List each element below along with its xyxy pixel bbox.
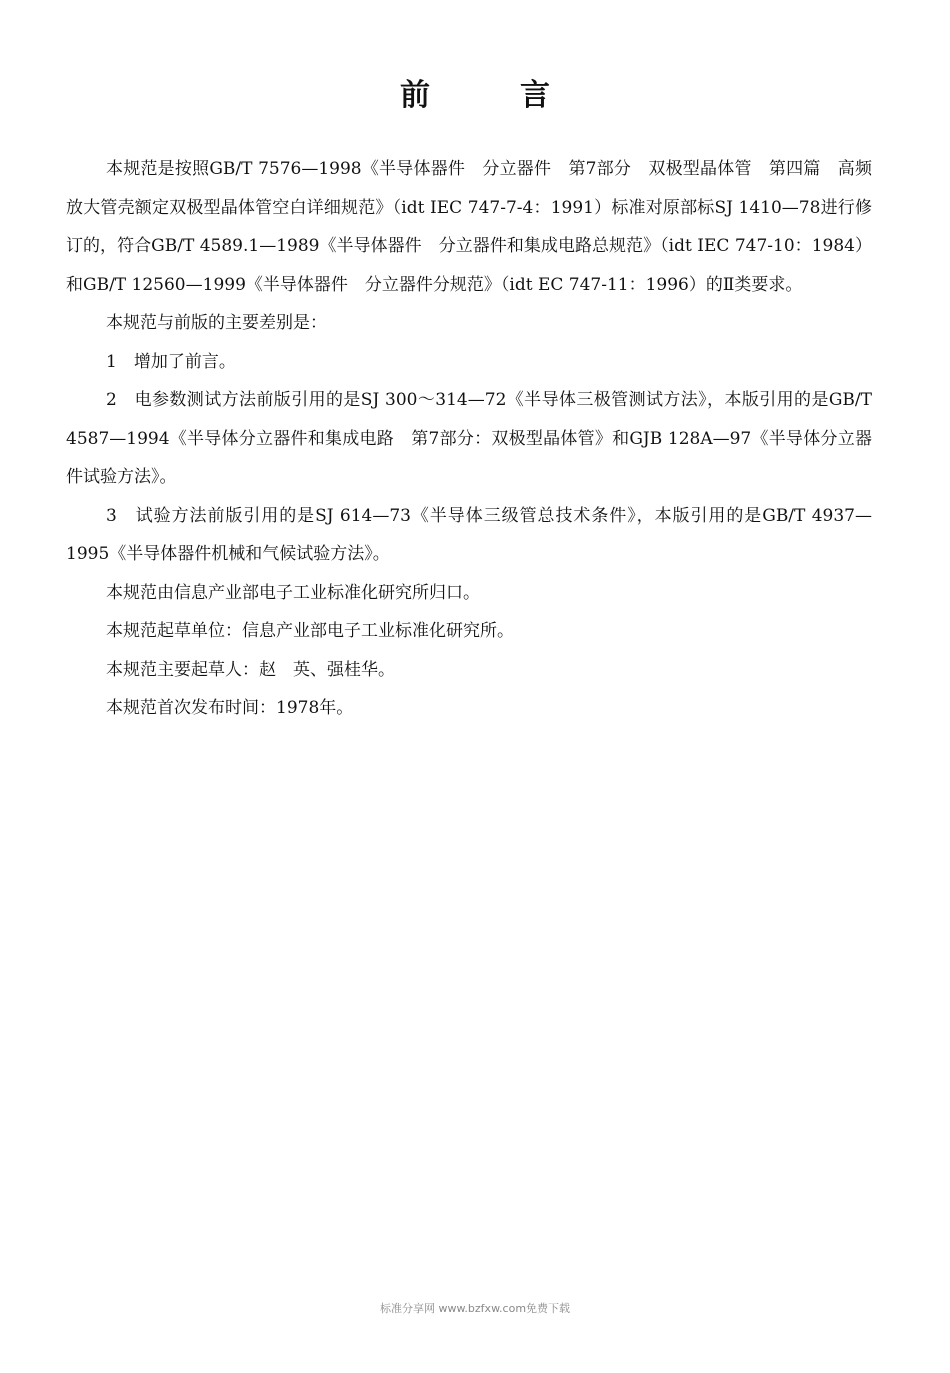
paragraph-basis: 本规范是按照GB/T 7576—1998《半导体器件 分立器件 第7部分 双极型晶体管 第四篇 高频放大管壳额定双极型晶体管空白详细规范》（idt IEC 747-7-4：1991）标准对原部标SJ 1410—78进行修订的，符合GB/T 4589.1—1989《半导体器件 分立器件和集成电路总规范》（idt IEC 747-10：1984）和GB/T 12560—1999《半导体器件 分立器件分规范》（idt EC 747-11：1996）的Ⅱ类要求。: [66, 159, 872, 295]
paragraph-differences-intro: 本规范与前版的主要差别是：: [106, 313, 327, 333]
paragraph-drafters: 本规范主要起草人：赵 英、强桂华。: [106, 659, 395, 680]
page-title: [0, 70, 950, 114]
foreword-body: [66, 150, 872, 728]
footer-watermark: 标准分享网 www.bzfxw.com免费下载: [379, 1302, 571, 1315]
list-item-3: 3 试验方法前版引用的是SJ 614—73《半导体三级管总技术条件》，本版引用的是GB/T 4937—1995《半导体器件机械和气候试验方法》。: [66, 505, 872, 564]
paragraph-first-release: 本规范首次发布时间：1978年。: [106, 698, 354, 718]
list-item-1: 1 增加了前言。: [106, 351, 236, 372]
paragraph-governing-body: 本规范由信息产业部电子工业标准化研究所归口。: [106, 582, 480, 603]
title-char-1: 前: [400, 78, 430, 113]
paragraph-drafting-unit: 本规范起草单位：信息产业部电子工业标准化研究所。: [106, 621, 514, 641]
list-item-2: 2 电参数测试方法前版引用的是SJ 300～314—72《半导体三极管测试方法》，本版引用的是GB/T 4587—1994《半导体分立器件和集成电路 第7部分：双极型晶体管》和GJB 128A—97《半导体分立器件试验方法》。: [66, 390, 872, 487]
title-char-2: 言: [520, 78, 550, 113]
